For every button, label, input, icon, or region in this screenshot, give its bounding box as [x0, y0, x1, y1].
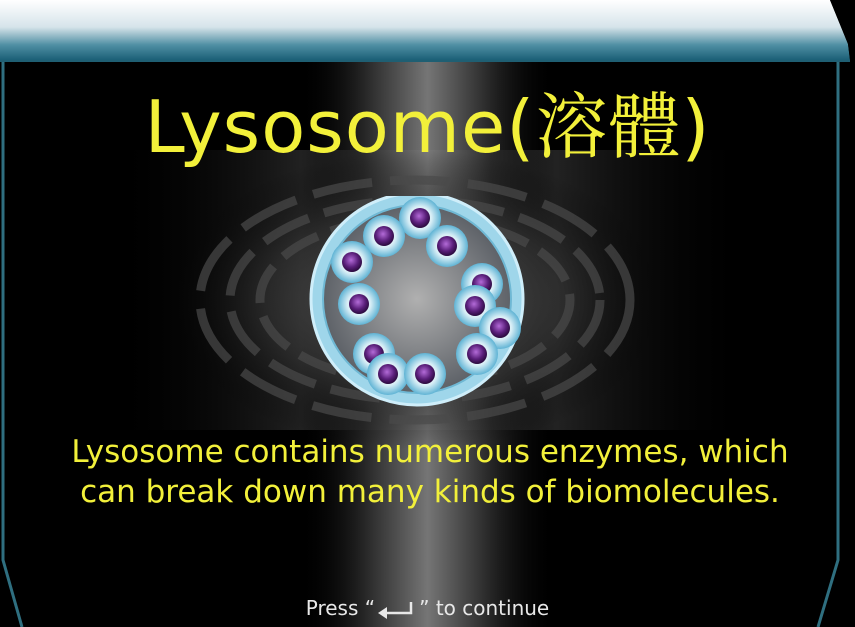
prompt-after: ” to continue: [419, 596, 550, 620]
enter-key-icon: [375, 600, 419, 620]
top-frame-bar: [0, 0, 855, 70]
lysosome-illustration: [292, 196, 532, 426]
description-line-1: Lysosome contains numerous enzymes, which: [71, 434, 789, 470]
continue-prompt[interactable]: [0, 594, 855, 622]
slide-description: [30, 432, 830, 512]
description-line-2: can break down many kinds of biomolecules.: [80, 474, 780, 510]
prompt-before: Press “: [305, 596, 376, 620]
slide-title: Lysosome(溶體): [144, 85, 711, 169]
